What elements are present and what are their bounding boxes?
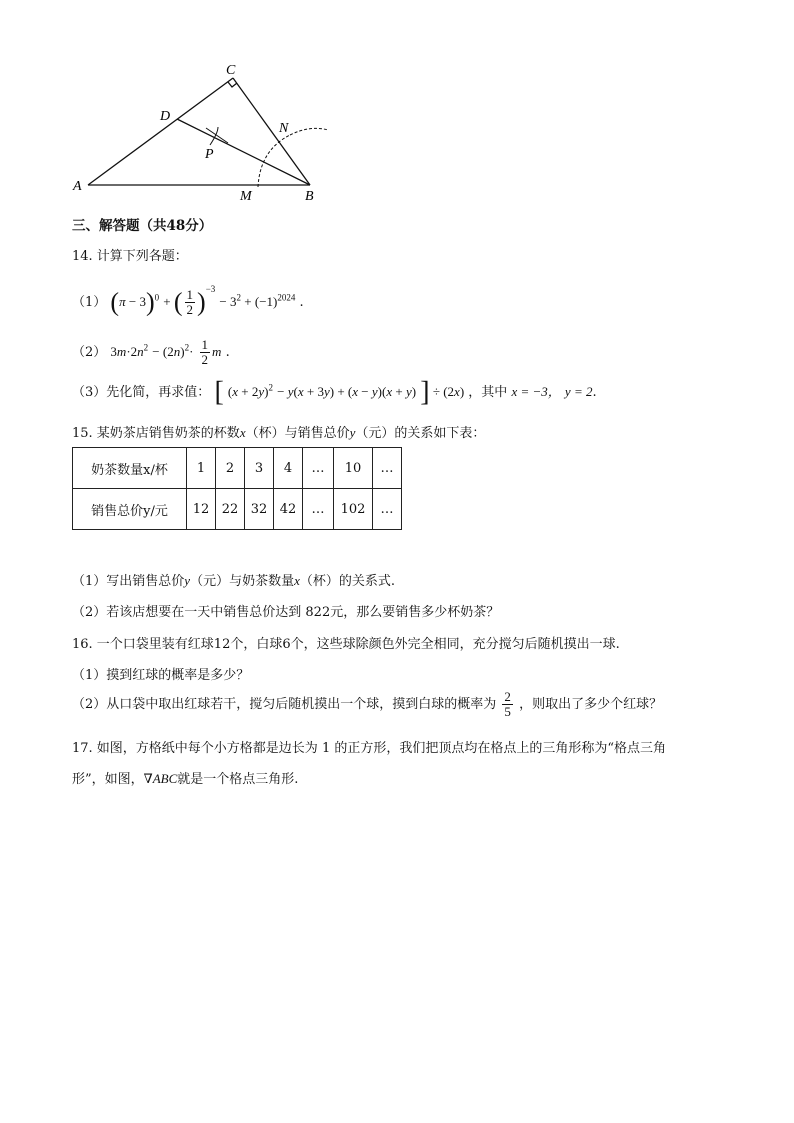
- table-cell: 10: [334, 448, 373, 489]
- table-cell: 22: [216, 489, 245, 530]
- q15-table: [72, 447, 402, 530]
- table-cell: 12: [187, 489, 216, 530]
- table-cell: …: [373, 489, 402, 530]
- q17-line1: 17. 如图，方格纸中每个小方格都是边长为 1 的正方形，我们把顶点均在格点上的三角形称为“格点三角: [72, 741, 666, 756]
- q15-part1: （1）写出销售总价y（元）与奶茶数量x（杯）的关系式.: [72, 573, 395, 589]
- q17-line2: 形”，如图，∇ABC就是一个格点三角形.: [72, 771, 299, 787]
- table-cell: …: [303, 489, 334, 530]
- table-cell: 102: [334, 489, 373, 530]
- q16-part1: （1）摸到红球的概率是多少？: [72, 668, 250, 683]
- label-b: B: [305, 189, 314, 204]
- q14-part2: （2） $3m\cdot 2n^2 - (2n)^2\cdot$ $\frac{1}{2}$ m .: [72, 337, 230, 367]
- table-cell: 1: [187, 448, 216, 489]
- table-cell: …: [373, 448, 402, 489]
- q14-stem: 14. 计算下列各题：: [72, 249, 188, 264]
- label-d: D: [160, 109, 171, 124]
- table-header-cell: 销售总价y/元: [73, 489, 187, 530]
- table-cell: 2: [216, 448, 245, 489]
- table-cell: 3: [245, 448, 274, 489]
- q15-stem: 15. 某奶茶店销售奶茶的杯数x（杯）与销售总价y（元）的关系如下表：: [72, 425, 486, 441]
- triangle-figure: [60, 55, 350, 210]
- arc-n-ext: [290, 128, 328, 135]
- q15-part2: （2）若该店想要在一天中销售总价达到 822元，那么要销售多少杯奶茶？: [72, 605, 500, 620]
- label-m: M: [240, 189, 252, 204]
- table-cell: …: [303, 448, 334, 489]
- table-cell: 4: [274, 448, 303, 489]
- table-cell: 42: [274, 489, 303, 530]
- label-a: A: [73, 179, 82, 194]
- segment-cb: [233, 78, 310, 185]
- q16-part2: （2）从口袋中取出红球若干，搅匀后随机摸出一个球，摸到白球的概率为 $\frac{2}{5}$ ，则取出了多少个红球？: [72, 689, 663, 719]
- label-p: P: [205, 147, 214, 162]
- segment-db: [177, 119, 310, 185]
- section-title: 三、解答题（共48分）: [72, 218, 213, 234]
- table-row: [73, 489, 402, 530]
- q16-stem: 16. 一个口袋里装有红球12个，白球6个，这些球除颜色外完全相同，充分搅匀后随机摸出一球.: [72, 637, 620, 652]
- q14-part1: （1） $(\pi - 3)^0$ + ( $\frac{1}{2}$ )$^{-3} - 3^2 + (-1)^{2024}$ .: [72, 284, 304, 317]
- table-header-cell: 奶茶数量x/杯: [73, 448, 187, 489]
- label-c: C: [226, 63, 236, 78]
- table-cell: 32: [245, 489, 274, 530]
- label-n: N: [279, 121, 289, 136]
- q14-part3: （3）先化简，再求值： [ $(x + 2y)^2 - y(x + 3y) + (x - y)(x + y)$ ] ÷ (2x) ，其中 x = −3， y = 2.: [72, 376, 597, 408]
- table-row: [73, 448, 402, 489]
